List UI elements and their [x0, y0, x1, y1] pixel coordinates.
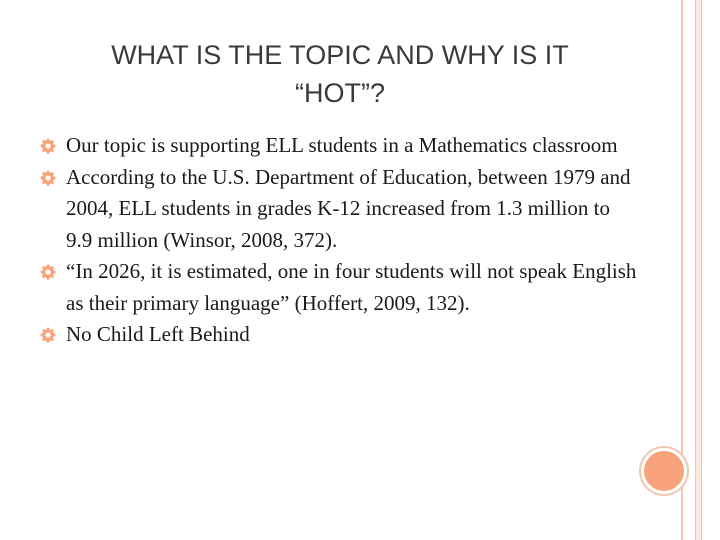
bullet-text: “In 2026, it is estimated, one in four students will not speak English as their primary language” (Hoffert, 2009, 132). [66, 259, 637, 315]
title-line-1: WHAT IS THE TOPIC AND WHY IS IT [111, 40, 569, 70]
gear-icon [40, 138, 56, 154]
bullet-text: No Child Left Behind [66, 322, 250, 346]
bullet-item [40, 130, 640, 162]
vertical-band [695, 0, 702, 540]
slide-title [40, 36, 640, 112]
bullet-text: According to the U.S. Department of Education, between 1979 and 2004, ELL students in grades K-12 increased from 1.3 million to 9.9 million (Winsor, 2008, 372). [66, 164, 631, 252]
decorative-circle [641, 448, 687, 494]
gear-icon [40, 327, 56, 343]
gear-icon [40, 264, 56, 280]
bullet-item [40, 162, 640, 257]
bullet-item [40, 319, 640, 351]
gear-icon [40, 170, 56, 186]
bullet-text: Our topic is supporting ELL students in a Mathematics classroom [66, 133, 618, 157]
bullet-list [40, 130, 640, 351]
bullet-item [40, 256, 640, 319]
title-line-2: “HOT”? [295, 78, 385, 108]
